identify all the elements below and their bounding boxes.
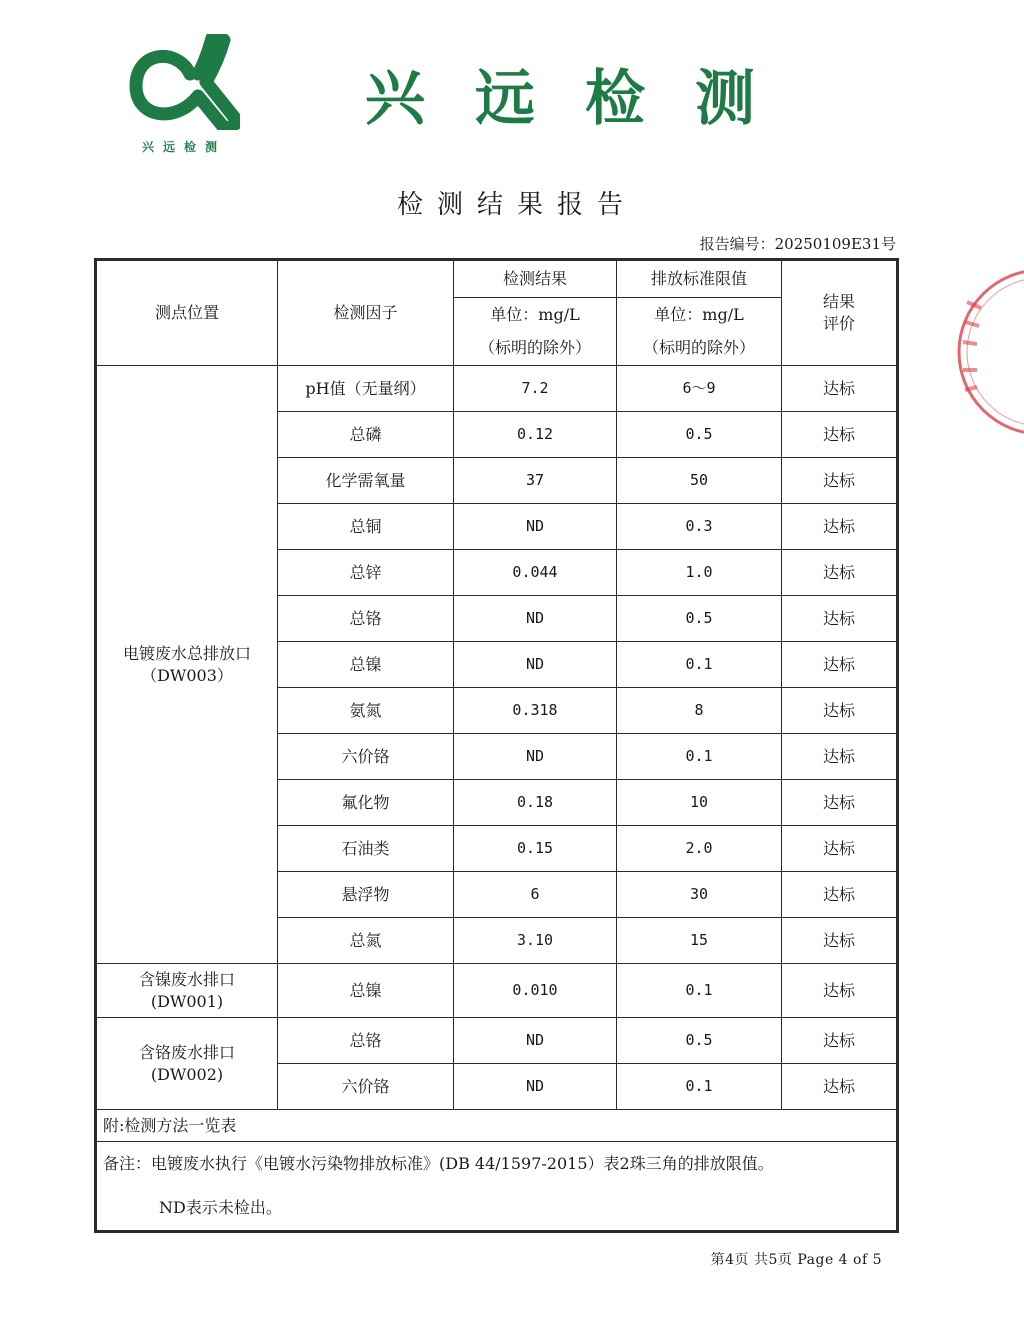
factor-cell: 总镍 (278, 642, 454, 688)
eval-cell: 达标 (782, 366, 898, 412)
location-code: (DW002) (150, 1064, 224, 1084)
brand-char: 测 (695, 64, 755, 134)
company-logo (128, 34, 240, 130)
factor-cell: pH值（无量纲） (278, 366, 454, 412)
limit-cell: 0.1 (617, 964, 782, 1018)
document-title: 检测结果报告 (396, 190, 637, 220)
header-evaluation (782, 260, 898, 366)
limit-cell: 0.1 (617, 734, 782, 780)
header-result: 检测结果 (454, 260, 617, 298)
report-number: 报告编号：20250109E31号 (699, 235, 896, 253)
result-cell: 0.12 (454, 412, 617, 458)
company-seal-stamp (945, 262, 1024, 442)
limit-cell: 50 (617, 458, 782, 504)
limit-cell: 10 (617, 780, 782, 826)
factor-cell: 石油类 (278, 826, 454, 872)
location-cell (96, 366, 278, 964)
factor-cell: 化学需氧量 (278, 458, 454, 504)
factor-cell: 总铬 (278, 596, 454, 642)
result-cell: 0.318 (454, 688, 617, 734)
brand-title (350, 58, 770, 134)
factor-cell: 氨氮 (278, 688, 454, 734)
brand-char: 兴 (365, 64, 425, 134)
header-eval-line2: 评价 (822, 314, 855, 333)
header-limit: 排放标准限值 (617, 260, 782, 298)
location-code: （DW003） (141, 665, 233, 685)
logo-caption: 兴远检测 (141, 140, 226, 154)
result-cell: 0.15 (454, 826, 617, 872)
eval-cell: 达标 (782, 550, 898, 596)
factor-cell: 氟化物 (278, 780, 454, 826)
factor-cell: 总铜 (278, 504, 454, 550)
remark-line-1: 备注：电镀废水执行《电镀水污染物排放标准》(DB 44/1597-2015）表2珠三角的排放限值。 (103, 1154, 774, 1174)
limit-cell: 0.5 (617, 1018, 782, 1064)
factor-cell: 六价铬 (278, 734, 454, 780)
location-cell (96, 1018, 278, 1110)
brand-char: 远 (475, 64, 535, 134)
eval-cell: 达标 (782, 780, 898, 826)
result-cell: 37 (454, 458, 617, 504)
eval-cell: 达标 (782, 964, 898, 1018)
limit-cell: 8 (617, 688, 782, 734)
page-footer: 第4页 共5页 Page 4 of 5 (710, 1252, 882, 1268)
factor-cell: 总锌 (278, 550, 454, 596)
eval-cell: 达标 (782, 688, 898, 734)
factor-cell: 悬浮物 (278, 872, 454, 918)
limit-cell: 30 (617, 872, 782, 918)
factor-cell: 总磷 (278, 412, 454, 458)
location-name: 电镀废水总排放口 (122, 643, 251, 663)
header-limit-unit-note: （标明的除外） (617, 332, 782, 366)
eval-cell: 达标 (782, 918, 898, 964)
result-cell: 7.2 (454, 366, 617, 412)
result-cell: 0.18 (454, 780, 617, 826)
eval-cell: 达标 (782, 826, 898, 872)
result-cell: ND (454, 1064, 617, 1110)
header-result-unit: 单位：mg/L (454, 298, 617, 332)
location-name: 含铬废水排口 (138, 1042, 235, 1062)
header-location: 测点位置 (96, 260, 278, 366)
remark-line-2: ND表示未检出。 (159, 1198, 282, 1217)
location-code: (DW001) (150, 991, 224, 1011)
limit-cell: 0.5 (617, 596, 782, 642)
brand-char: 检 (585, 64, 645, 134)
limit-cell: 15 (617, 918, 782, 964)
result-cell: ND (454, 642, 617, 688)
result-cell: ND (454, 504, 617, 550)
eval-cell: 达标 (782, 872, 898, 918)
limit-cell: 1.0 (617, 550, 782, 596)
location-cell (96, 964, 278, 1018)
result-cell: 6 (454, 872, 617, 918)
eval-cell: 达标 (782, 504, 898, 550)
remarks (96, 1142, 898, 1232)
limit-cell: 0.1 (617, 1064, 782, 1110)
limit-cell: 2.0 (617, 826, 782, 872)
factor-cell: 总铬 (278, 1018, 454, 1064)
result-cell: ND (454, 596, 617, 642)
appendix-note: 附:检测方法一览表 (96, 1110, 898, 1142)
header-limit-unit: 单位：mg/L (617, 298, 782, 332)
results-table (94, 258, 899, 1233)
factor-cell: 总氮 (278, 918, 454, 964)
eval-cell: 达标 (782, 1018, 898, 1064)
limit-cell: 0.5 (617, 412, 782, 458)
factor-cell: 总镍 (278, 964, 454, 1018)
eval-cell: 达标 (782, 412, 898, 458)
eval-cell: 达标 (782, 596, 898, 642)
limit-cell: 0.1 (617, 642, 782, 688)
header-eval-line1: 结果 (822, 292, 855, 312)
eval-cell: 达标 (782, 458, 898, 504)
limit-cell: 0.3 (617, 504, 782, 550)
header-result-unit-note: （标明的除外） (454, 332, 617, 366)
limit-cell: 6～9 (617, 366, 782, 412)
result-cell: 0.010 (454, 964, 617, 1018)
eval-cell: 达标 (782, 642, 898, 688)
result-cell: 3.10 (454, 918, 617, 964)
eval-cell: 达标 (782, 734, 898, 780)
result-cell: ND (454, 1018, 617, 1064)
location-name: 含镍废水排口 (138, 969, 235, 989)
result-cell: ND (454, 734, 617, 780)
result-cell: 0.044 (454, 550, 617, 596)
eval-cell: 达标 (782, 1064, 898, 1110)
header-factor: 检测因子 (278, 260, 454, 366)
factor-cell: 六价铬 (278, 1064, 454, 1110)
